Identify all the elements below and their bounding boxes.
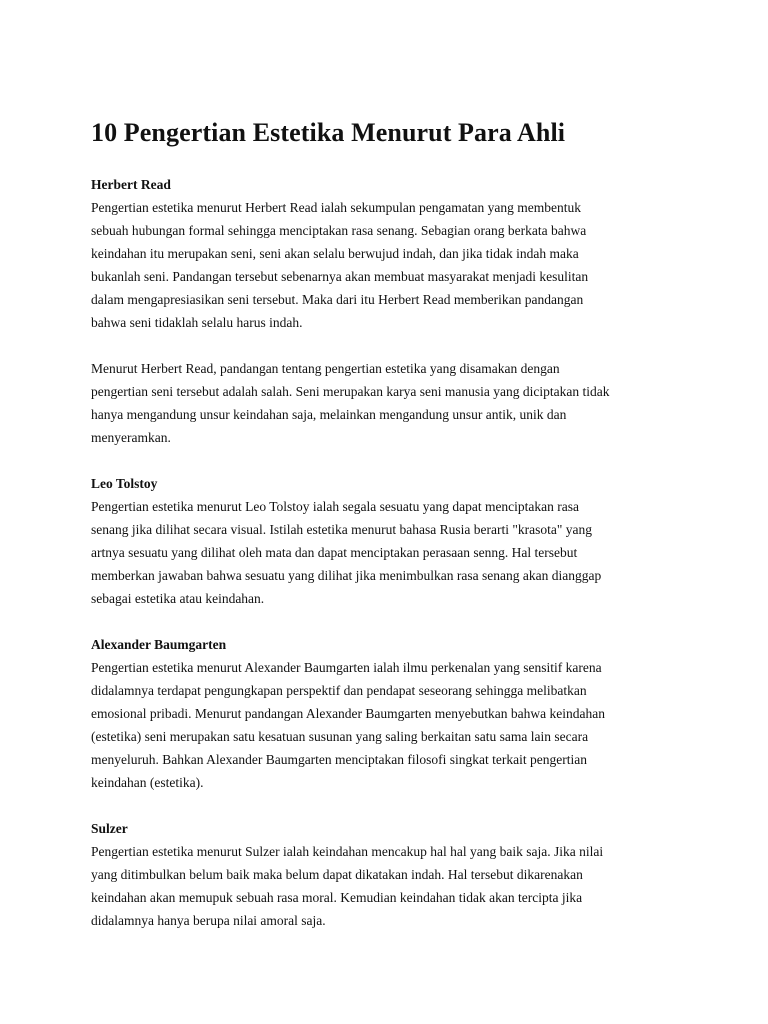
text-line: keindahan (estetika). xyxy=(91,775,204,790)
section-alexander-baumgarten xyxy=(91,633,681,794)
text-line: Pengertian estetika menurut Leo Tolstoy ialah segala sesuatu yang dapat menciptakan rasa xyxy=(91,499,580,514)
text-line: memberkan jawaban bahwa sesuatu yang dilihat jika menimbulkan rasa senang akan dianggap xyxy=(91,568,602,583)
text-line: hanya mengandung unsur keindahan saja, melainkan mengandung unsur antik, unik dan xyxy=(91,407,567,422)
paragraph xyxy=(91,840,681,932)
text-line: menyeluruh. Bahkan Alexander Baumgarten menciptakan filosofi singkat terkait pengertian xyxy=(91,752,587,767)
section-gap xyxy=(91,449,681,472)
paragraph xyxy=(91,656,681,794)
text-line: keindahan itu merupakan seni, seni akan selalu berwujud indah, dan jika tidak indah maka xyxy=(91,246,579,261)
text-line: bukanlah seni. Pandangan tersebut sebenarnya akan membuat masyarakat menjadi kesulitan xyxy=(91,269,589,284)
text-line: didalamnya hanya berupa nilai amoral saja. xyxy=(91,913,326,928)
document-body xyxy=(91,173,681,932)
text-line: pengertian seni tersebut adalah salah. Seni merupakan karya seni manusia yang diciptakan tidak xyxy=(91,384,610,399)
text-line: menyeramkan. xyxy=(91,430,171,445)
text-line: sebuah hubungan formal sehingga menciptakan rasa senang. Sebagian orang berkata bahwa xyxy=(91,223,587,238)
text-line: dalam mengapresiasikan seni tersebut. Maka dari itu Herbert Read memberikan pandangan xyxy=(91,292,584,307)
text-line: bahwa seni tidaklah selalu harus indah. xyxy=(91,315,303,330)
paragraph xyxy=(91,357,681,449)
paragraph xyxy=(91,495,681,610)
section-heading: Leo Tolstoy xyxy=(91,476,158,491)
section-leo-tolstoy xyxy=(91,472,681,610)
document-page xyxy=(91,112,681,932)
section-heading: Herbert Read xyxy=(91,177,171,192)
text-line: Menurut Herbert Read, pandangan tentang pengertian estetika yang disamakan dengan xyxy=(91,361,560,376)
text-line: keindahan akan memupuk sebuah rasa moral. Kemudian keindahan tidak akan tercipta jika xyxy=(91,890,583,905)
section-herbert-read xyxy=(91,173,681,449)
text-line: senang jika dilihat secara visual. Istilah estetika menurut bahasa Rusia berarti "krasota" yang xyxy=(91,522,592,537)
section-sulzer xyxy=(91,817,681,932)
section-heading: Alexander Baumgarten xyxy=(91,637,227,652)
paragraph xyxy=(91,196,681,334)
text-line: Pengertian estetika menurut Sulzer ialah keindahan mencakup hal hal yang baik saja. Jika nilai xyxy=(91,844,604,859)
text-line: emosional pribadi. Menurut pandangan Alexander Baumgarten menyebutkan bahwa keindahan xyxy=(91,706,605,721)
text-line: sebagai estetika atau keindahan. xyxy=(91,591,265,606)
title-spacer xyxy=(91,154,681,173)
text-line: yang ditimbulkan belum baik maka belum dapat dikatakan indah. Hal tersebut dikarenakan xyxy=(91,867,583,882)
section-heading: Sulzer xyxy=(91,821,128,836)
text-line: Pengertian estetika menurut Alexander Baumgarten ialah ilmu perkenalan yang sensitif karena xyxy=(91,660,602,675)
section-gap xyxy=(91,610,681,633)
section-gap xyxy=(91,794,681,817)
document-title: 10 Pengertian Estetika Menurut Para Ahli xyxy=(91,118,566,147)
text-line: artnya sesuatu yang dilihat oleh mata dan dapat menciptakan perasaan senng. Hal tersebut xyxy=(91,545,578,560)
paragraph-gap xyxy=(91,334,681,357)
text-line: didalamnya terdapat pengungkapan perspektif dan pendapat seseorang sehingga melibatkan xyxy=(91,683,587,698)
text-line: Pengertian estetika menurut Herbert Read ialah sekumpulan pengamatan yang membentuk xyxy=(91,200,581,215)
text-line: (estetika) seni merupakan satu kesatuan susunan yang saling berkaitan satu sama lain secara xyxy=(91,729,589,744)
